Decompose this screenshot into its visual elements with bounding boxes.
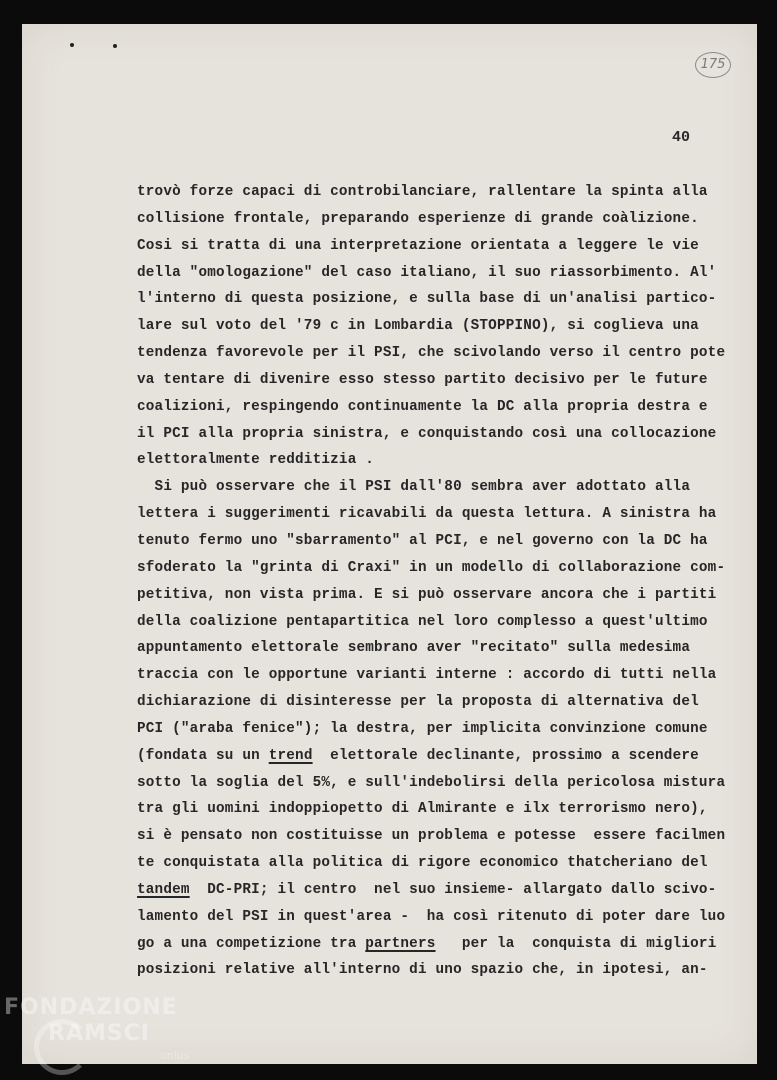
text-segment: lettera i suggerimenti ricavabili da questa lettura. A sinistra ha [137, 506, 717, 523]
underlined-term: partners [365, 935, 436, 952]
text-line [137, 716, 747, 743]
text-segment: te conquistata alla politica di rigore economico thatcheriano del [137, 855, 708, 872]
text-line [137, 609, 747, 636]
text-segment: traccia con le opportune varianti interne : accordo di tutti nella [137, 667, 717, 684]
watermark-line2: RAMSCI [48, 1021, 151, 1046]
text-segment: posizioni relative all'interno di uno spazio che, in ipotesi, an- [137, 962, 708, 979]
text-segment: petitiva, non vista prima. E si può osservare ancora che i partiti [137, 586, 717, 603]
text-segment: collisione frontale, preparando esperienze di grande coàlizione. [137, 210, 699, 227]
text-line [137, 394, 747, 421]
text-line [137, 233, 747, 260]
typed-text-body [137, 179, 747, 984]
text-line [137, 528, 747, 555]
text-line [137, 260, 747, 287]
text-line [137, 635, 747, 662]
text-segment: dichiarazione di disinteresse per la proposta di alternativa del [137, 694, 699, 711]
text-segment: lamento del PSI in quest'area - ha così ritenuto di poter dare luo [137, 908, 726, 925]
text-segment: Cosi si tratta di una interpretazione orientata a leggere le vie [137, 237, 699, 254]
text-segment: per la conquista di migliori [435, 935, 717, 952]
text-segment: l'interno di questa posizione, e sulla base di un'analisi partico- [137, 291, 717, 308]
text-line [137, 823, 747, 850]
text-line [137, 555, 747, 582]
text-line [137, 770, 747, 797]
text-line [137, 662, 747, 689]
text-line [137, 179, 747, 206]
text-segment: DC-PRI; il centro nel suo insieme- allargato dallo scivo- [189, 881, 717, 898]
text-line [137, 447, 747, 474]
text-line [137, 582, 747, 609]
gramsci-logo-icon [34, 1019, 90, 1075]
underlined-term: tandem [137, 881, 190, 898]
archive-stamp: 175 [695, 52, 731, 78]
document-page [22, 24, 757, 1064]
text-line [137, 501, 747, 528]
text-segment: si è pensato non costituisse un problema e potesse essere facilmen [137, 828, 726, 845]
text-line [137, 931, 747, 958]
text-line [137, 689, 747, 716]
text-segment: Si può osservare che il PSI dall'80 sembra aver adottato alla [137, 479, 691, 496]
text-line [137, 796, 747, 823]
punch-hole [113, 44, 117, 48]
text-segment: tendenza favorevole per il PSI, che scivolando verso il centro pote [137, 345, 726, 362]
text-line [137, 206, 747, 233]
text-segment: (fondata su un [137, 747, 269, 764]
text-line [137, 743, 747, 770]
punch-hole [70, 43, 74, 47]
text-line [137, 367, 747, 394]
text-line [137, 286, 747, 313]
text-segment: tenuto fermo uno "sbarramento" al PCI, e nel governo con la DC ha [137, 532, 708, 549]
text-segment: lare sul voto del '79 c in Lombardia (STOPPINO), si coglieva una [137, 318, 699, 335]
text-segment: PCI ("araba fenice"); la destra, per implicita convinzione comune [137, 720, 708, 737]
text-line [137, 474, 747, 501]
text-line [137, 877, 747, 904]
text-segment: sotto la soglia del 5%, e sull'indebolirsi della pericolosa mistura [137, 774, 726, 791]
text-segment: il PCI alla propria sinistra, e conquistando così una collocazione [137, 425, 717, 442]
watermark-sub: onlus [160, 1049, 190, 1062]
text-line [137, 421, 747, 448]
underlined-term: trend [268, 747, 313, 764]
text-segment: della coalizione pentapartitica nel loro complesso a quest'ultimo [137, 613, 708, 630]
text-segment: appuntamento elettorale sembrano aver "recitato" sulla medesima [137, 640, 691, 657]
text-segment: coalizioni, respingendo continuamente la DC alla propria destra e [137, 398, 708, 415]
watermark-line1: FONDAZIONE [4, 995, 178, 1020]
text-segment: go a una competizione tra [137, 935, 366, 952]
text-line [137, 957, 747, 984]
text-segment: tra gli uomini indoppiopetto di Almirante e ilx terrorismo nero), [137, 801, 708, 818]
text-segment: della "omologazione" del caso italiano, il suo riassorbimento. Al' [137, 264, 717, 281]
page-number: 40 [672, 129, 691, 146]
text-line [137, 340, 747, 367]
fondazione-gramsci-watermark [4, 995, 190, 1062]
text-line [137, 850, 747, 877]
text-segment: elettorale declinante, prossimo a scendere [312, 747, 699, 764]
text-line [137, 904, 747, 931]
text-line [137, 313, 747, 340]
text-segment: sfoderato la "grinta di Craxi" in un modello di collaborazione com- [137, 559, 726, 576]
text-segment: elettoralmente redditizia . [137, 452, 375, 469]
text-segment: trovò forze capaci di controbilanciare, rallentare la spinta alla [137, 184, 708, 200]
text-segment: va tentare di divenire esso stesso partito decisivo per le future [137, 371, 708, 388]
